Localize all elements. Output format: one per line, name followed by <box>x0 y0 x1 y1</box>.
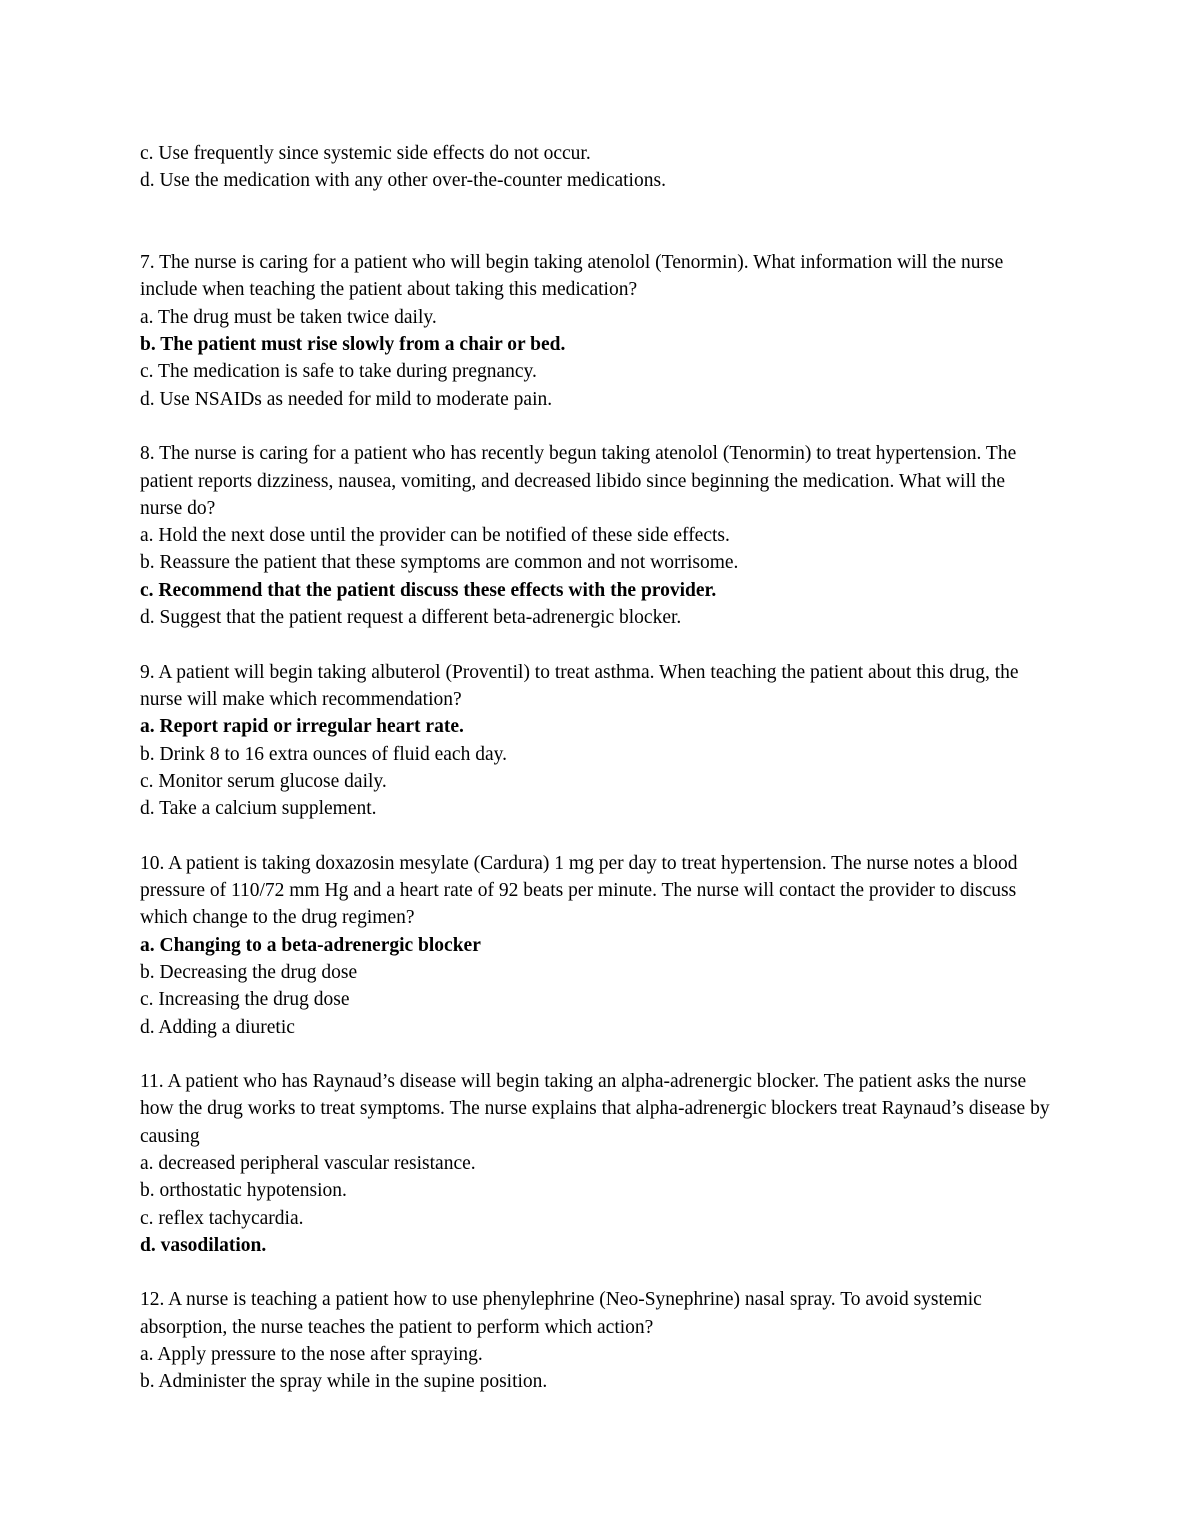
question-block <box>140 1286 1050 1395</box>
question-block <box>140 249 1050 413</box>
answer-option-correct: d. vasodilation. <box>140 1234 267 1256</box>
question-stem: 7. The nurse is caring for a patient who will begin taking atenolol (Tenormin). What information will the nurse include when teaching the patient about taking this medication? <box>140 252 1004 301</box>
question-stem: 12. A nurse is teaching a patient how to use phenylephrine (Neo-Synephrine) nasal spray. To avoid systemic absorption, the nurse teaches the patient to perform which action? <box>140 1289 982 1338</box>
answer-option: c. Monitor serum glucose daily. <box>140 770 387 792</box>
question-stem: 8. The nurse is caring for a patient who has recently begun taking atenolol (Tenormin) to treat hypertension. The patient reports dizziness, nausea, vomiting, and decreased libido since beginning the medication. What will the nurse do? <box>140 443 1017 519</box>
answer-option: c. Increasing the drug dose <box>140 989 350 1011</box>
answer-option: a. decreased peripheral vascular resistance. <box>140 1152 476 1174</box>
answer-option: a. Hold the next dose until the provider can be notified of these side effects. <box>140 525 730 547</box>
answer-option: c. Use frequently since systemic side effects do not occur. <box>140 143 591 164</box>
question-stem: 9. A patient will begin taking albuterol (Proventil) to treat asthma. When teaching the patient about this drug, the nurse will make which recommendation? <box>140 661 1019 710</box>
question-block <box>140 1068 1050 1259</box>
answer-option-correct: c. Recommend that the patient discuss these effects with the provider. <box>140 579 717 601</box>
answer-option: b. Reassure the patient that these symptoms are common and not worrisome. <box>140 552 739 574</box>
answer-option: b. Administer the spray while in the supine position. <box>140 1371 548 1393</box>
answer-option: d. Use the medication with any other over-the-counter medications. <box>140 170 666 192</box>
document-content <box>140 140 1050 1396</box>
answer-option: b. orthostatic hypotension. <box>140 1180 347 1202</box>
question-stem: 11. A patient who has Raynaud’s disease will begin taking an alpha-adrenergic blocker. The patient asks the nurse how the drug works to treat symptoms. The nurse explains that alpha-adrenergic blockers treat Raynaud’s disease by causing <box>140 1071 1050 1147</box>
answer-option-correct: b. The patient must rise slowly from a chair or bed. <box>140 334 566 356</box>
answer-option: a. Apply pressure to the nose after spraying. <box>140 1344 483 1366</box>
answer-option: d. Adding a diuretic <box>140 1016 295 1038</box>
answer-option-correct: a. Report rapid or irregular heart rate. <box>140 716 464 738</box>
answer-option: d. Suggest that the patient request a different beta-adrenergic blocker. <box>140 607 682 629</box>
answer-option-correct: a. Changing to a beta-adrenergic blocker <box>140 934 481 956</box>
answer-option: a. The drug must be taken twice daily. <box>140 306 437 328</box>
question-block <box>140 440 1050 631</box>
question-block <box>140 850 1050 1041</box>
answer-option: c. The medication is safe to take during pregnancy. <box>140 361 537 383</box>
answer-option: b. Drink 8 to 16 extra ounces of fluid each day. <box>140 743 507 765</box>
questions <box>140 249 1050 1395</box>
answer-option: c. reflex tachycardia. <box>140 1207 304 1229</box>
answer-option: d. Take a calcium supplement. <box>140 798 377 820</box>
answer-option: d. Use NSAIDs as needed for mild to moderate pain. <box>140 388 553 410</box>
carryover-options <box>140 140 1050 195</box>
question-block <box>140 659 1050 823</box>
question-stem: 10. A patient is taking doxazosin mesylate (Cardura) 1 mg per day to treat hypertension. The nurse notes a blood pressure of 110/72 mm Hg and a heart rate of 92 beats per minute. The nurse will contact the provider to discuss which change to the drug regimen? <box>140 852 1018 929</box>
answer-option: b. Decreasing the drug dose <box>140 961 358 983</box>
